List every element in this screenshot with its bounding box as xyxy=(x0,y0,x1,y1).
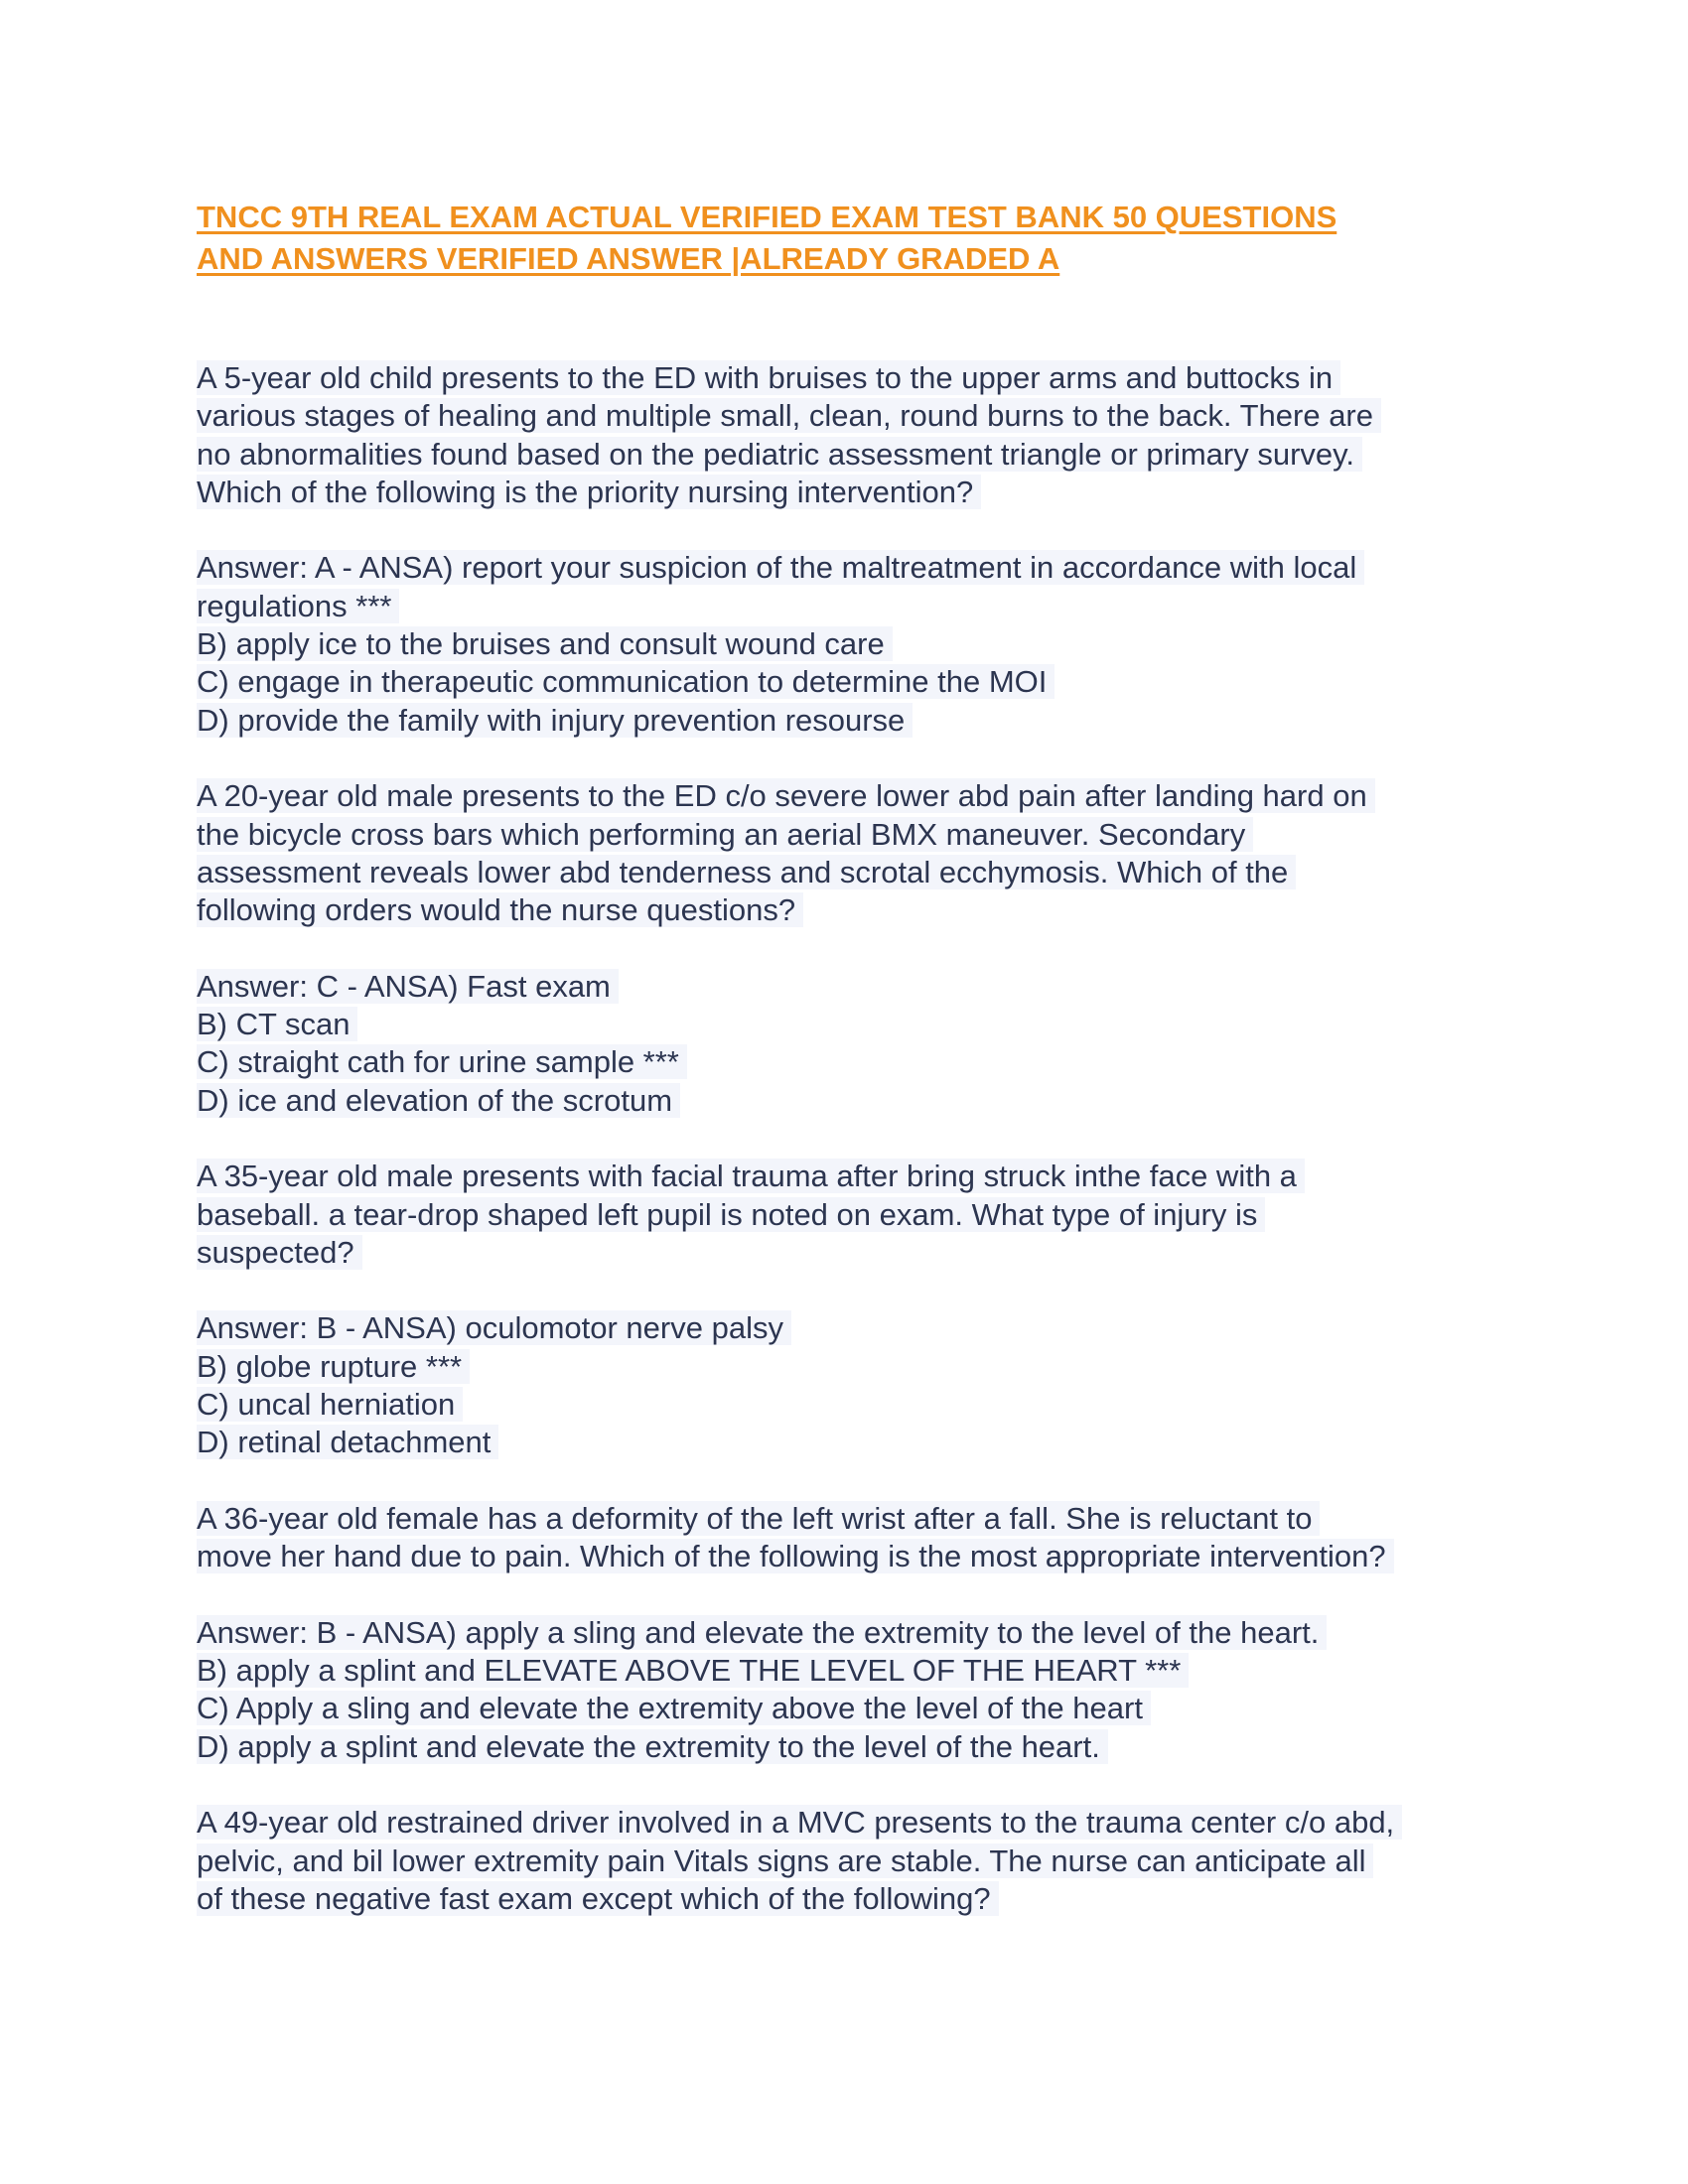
question-3-stem xyxy=(197,1158,1517,1272)
text-line: A 36-year old female has a deformity of the left wrist after a fall. She is reluctant to xyxy=(197,1501,1320,1536)
text-line: Answer: B - ANSA) apply a sling and elevate the extremity to the level of the heart. xyxy=(197,1615,1327,1650)
text-line: A 5-year old child presents to the ED with bruises to the upper arms and buttocks in xyxy=(197,360,1340,395)
text-line: D) retinal detachment xyxy=(197,1425,498,1459)
text-line: A 49-year old restrained driver involved in a MVC presents to the trauma center c/o abd, xyxy=(197,1805,1402,1840)
text-line: C) engage in therapeutic communication to determine the MOI xyxy=(197,664,1055,699)
text-line: suspected? xyxy=(197,1235,362,1270)
text-line: D) apply a splint and elevate the extremity to the level of the heart. xyxy=(197,1729,1108,1764)
text-line: D) ice and elevation of the scrotum xyxy=(197,1083,680,1118)
text-line: no abnormalities found based on the pediatric assessment triangle or primary survey. xyxy=(197,437,1362,472)
title-line-2: AND ANSWERS VERIFIED ANSWER |ALREADY GRADED A xyxy=(197,241,1060,276)
question-3-answer xyxy=(197,1309,1517,1461)
title-line-1: TNCC 9TH REAL EXAM ACTUAL VERIFIED EXAM TEST BANK 50 QUESTIONS xyxy=(197,200,1337,234)
text-line: B) apply ice to the bruises and consult wound care xyxy=(197,626,893,661)
document-title xyxy=(197,197,1507,280)
text-line: baseball. a tear-drop shaped left pupil is noted on exam. What type of injury is xyxy=(197,1197,1265,1232)
question-1-answer xyxy=(197,549,1517,739)
text-line: regulations *** xyxy=(197,589,399,623)
question-5-stem xyxy=(197,1804,1517,1918)
question-1-stem xyxy=(197,359,1517,511)
text-line: C) straight cath for urine sample *** xyxy=(197,1044,687,1079)
text-line: D) provide the family with injury prevention resourse xyxy=(197,703,913,738)
text-line: B) globe rupture *** xyxy=(197,1349,470,1384)
text-line: A 35-year old male presents with facial trauma after bring struck inthe face with a xyxy=(197,1159,1305,1193)
text-line: A 20-year old male presents to the ED c/o severe lower abd pain after landing hard on xyxy=(197,778,1375,813)
text-line: assessment reveals lower abd tenderness and scrotal ecchymosis. Which of the xyxy=(197,855,1296,889)
question-2-stem xyxy=(197,777,1517,929)
text-line: Answer: B - ANSA) oculomotor nerve palsy xyxy=(197,1310,791,1345)
text-line: following orders would the nurse questions? xyxy=(197,892,803,927)
text-line: the bicycle cross bars which performing an aerial BMX maneuver. Secondary xyxy=(197,817,1253,852)
text-line: B) CT scan xyxy=(197,1007,357,1041)
document-body xyxy=(197,359,1517,1918)
text-line: various stages of healing and multiple small, clean, round burns to the back. There are xyxy=(197,398,1381,433)
text-line: move her hand due to pain. Which of the following is the most appropriate intervention? xyxy=(197,1539,1394,1573)
question-2-answer xyxy=(197,968,1517,1120)
text-line: B) apply a splint and ELEVATE ABOVE THE LEVEL OF THE HEART *** xyxy=(197,1653,1189,1688)
text-line: C) Apply a sling and elevate the extremity above the level of the heart xyxy=(197,1691,1151,1725)
text-line: pelvic, and bil lower extremity pain Vitals signs are stable. The nurse can anticipate all xyxy=(197,1843,1373,1878)
text-line: C) uncal herniation xyxy=(197,1387,463,1422)
text-line: Answer: C - ANSA) Fast exam xyxy=(197,969,619,1004)
question-4-answer xyxy=(197,1614,1517,1766)
text-line: of these negative fast exam except which of the following? xyxy=(197,1881,999,1916)
question-4-stem xyxy=(197,1500,1517,1576)
text-line: Answer: A - ANSA) report your suspicion of the maltreatment in accordance with local xyxy=(197,550,1364,585)
text-line: Which of the following is the priority nursing intervention? xyxy=(197,475,981,509)
